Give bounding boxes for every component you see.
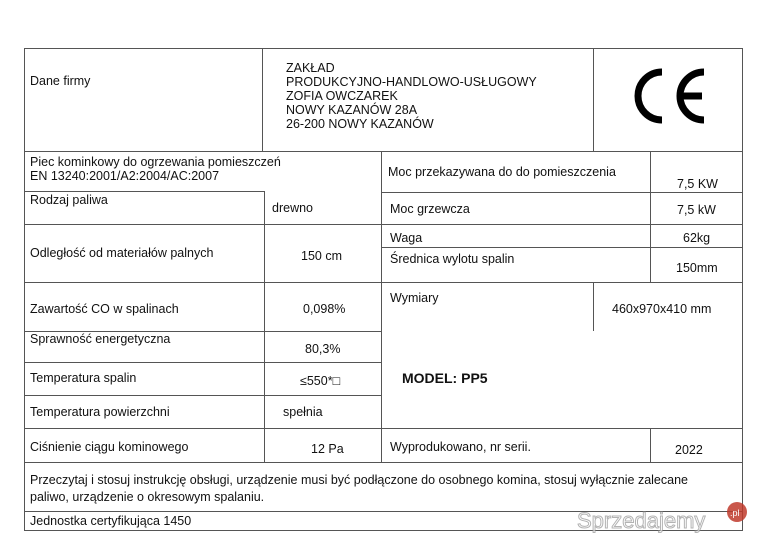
product-standard: EN 13240:2001/A2:2004/AC:2007: [30, 169, 220, 183]
company-line: 26-200 NOWY KAZANÓW: [286, 117, 434, 131]
power-to-room-value: 7,5 KW: [677, 177, 718, 191]
row-divider: [24, 428, 743, 429]
co-label: Zawartość CO w spalinach: [30, 302, 179, 316]
row-divider: [24, 191, 264, 192]
fuel-value: drewno: [272, 201, 313, 215]
flue-diameter-value: 150mm: [676, 261, 718, 275]
produced-label: Wyprodukowano, nr serii.: [390, 440, 531, 454]
ce-mark-icon: [624, 66, 714, 126]
dimensions-label: Wymiary: [390, 291, 439, 305]
row-divider: [24, 395, 382, 396]
company-line: NOWY KAZANÓW 28A: [286, 103, 418, 117]
fuel-label: Rodzaj paliwa: [30, 193, 108, 207]
efficiency-label: Sprawność energetyczna: [30, 332, 171, 346]
flue-diameter-label: Średnica wylotu spalin: [390, 252, 515, 266]
weight-value: 62kg: [683, 231, 711, 245]
dimensions-value: 460x970x410 mm: [612, 302, 712, 316]
watermark-badge: .pl: [730, 508, 740, 518]
border-left: [24, 48, 25, 530]
flue-temp-label: Temperatura spalin: [30, 371, 137, 385]
col-divider: [650, 151, 651, 282]
row-divider: [24, 224, 743, 225]
weight-label: Waga: [390, 231, 423, 245]
distance-label: Odległość od materiałów palnych: [30, 246, 214, 260]
row-divider: [24, 362, 382, 363]
row-divider: [382, 247, 743, 248]
certification-body: Jednostka certyfikująca 1450: [30, 514, 192, 528]
company-line: ZOFIA OWCZAREK: [286, 89, 398, 103]
row-divider: [24, 462, 743, 463]
watermark-logo: [573, 500, 753, 540]
model-number: MODEL: PP5: [402, 370, 488, 386]
watermark-text: Sprzedajemy: [577, 508, 706, 533]
company-label: Dane firmy: [30, 74, 91, 88]
border-right: [742, 48, 743, 530]
row-divider: [24, 151, 743, 152]
efficiency-value: 80,3%: [305, 342, 341, 356]
distance-value: 150 cm: [301, 249, 342, 263]
row-divider: [382, 192, 743, 193]
col-divider: [593, 48, 594, 151]
company-line: ZAKŁAD: [286, 61, 335, 75]
flue-temp-value: ≤550*□: [300, 374, 341, 388]
col-divider: [381, 151, 382, 462]
notice-line: Przeczytaj i stosuj instrukcję obsługi, urządzenie musi być podłączone do osobnego komina, stosuj wyłącznie zalecane: [30, 473, 688, 487]
draught-label: Ciśnienie ciągu kominowego: [30, 440, 189, 454]
power-to-room-label: Moc przekazywana do do pomieszczenia: [388, 165, 616, 179]
company-line: PRODUKCYJNO-HANDLOWO-USŁUGOWY: [286, 75, 537, 89]
co-value: 0,098%: [303, 302, 346, 316]
row-divider: [24, 282, 743, 283]
heating-power-label: Moc grzewcza: [390, 202, 470, 216]
border-top: [24, 48, 743, 49]
heating-power-value: 7,5 kW: [677, 203, 716, 217]
surface-temp-label: Temperatura powierzchni: [30, 405, 170, 419]
draught-value: 12 Pa: [311, 442, 344, 456]
produced-value: 2022: [675, 443, 703, 457]
col-divider: [650, 428, 651, 462]
col-divider: [262, 48, 263, 151]
product-name: Piec kominkowy do ogrzewania pomieszczeń: [30, 155, 281, 169]
col-divider: [593, 282, 594, 331]
surface-temp-value: spełnia: [283, 405, 323, 419]
notice-line: paliwo, urządzenie o okresowym spalaniu.: [30, 490, 265, 504]
col-divider: [264, 191, 265, 462]
